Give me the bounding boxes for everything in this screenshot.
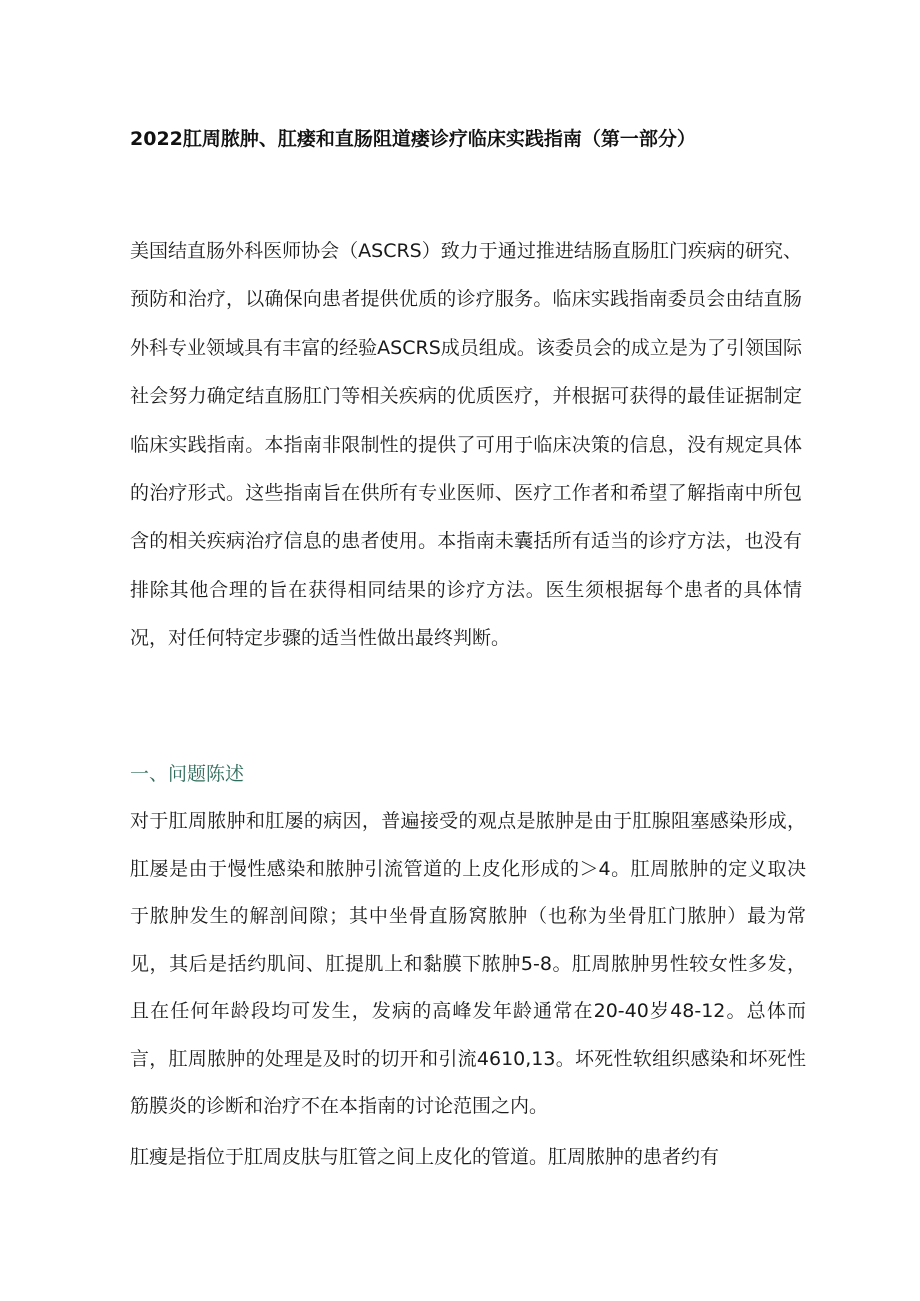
document-title: 2022肛周脓肿、肛瘘和直肠阻道瘘诊疗临床实践指南（第一部分） (130, 128, 696, 150)
section-paragraph: 肛瘦是指位于肛周皮肤与肛管之间上皮化的管道。肛周脓肿的患者约有 (130, 1146, 720, 1168)
intro-paragraph: 美国结直肠外科医师协会（ASCRS）致力于通过推进结肠直肠肛门疾病的研究、预防和治疗，以确保向患者提供优质的诊疗服务。临床实践指南委员会由结直肠外科专业领域具有丰富的经验ASCRS成员组成。该委员会的成立是为了引领国际社会努力确定结直肠肛门等相关疾病的优质医疗，并根据可获得的最佳证据制定临床实践指南。本指南非限制性的提供了可用于临床决策的信息，没有规定具体的治疗形式。这些指南旨在供所有专业医师、医疗工作者和希望了解指南中所包含的相关疾病治疗信息的患者使用。本指南未囊括所有适当的诊疗方法，也没有排除其他合理的旨在获得相同结果的诊疗方法。医生须根据每个患者的具体情况，对任何特定步骤的适当性做出最终判断。 (130, 240, 802, 650)
section-paragraph: 对于肛周脓肿和肛屡的病因，普遍接受的观点是脓肿是由于肛腺阻塞感染形成，肛屡是由于慢性感染和脓肿引流管道的上皮化形成的＞4。肛周脓肿的定义取决于脓肿发生的解剖间隙；其中坐骨直肠窝脓肿（也称为坐骨肛门脓肿）最为常见，其后是括约肌间、肛提肌上和黏膜下脓肿5-8。肛周脓肿男性较女性多发，且在任何年龄段均可发生，发病的高峰发年龄通常在20-40岁48-12。总体而言，肛周脓肿的处理是及时的切开和引流4610,13。坏死性软组织感染和坏死性筋膜炎的诊断和治疗不在本指南的讨论范围之内。 (130, 810, 806, 1117)
section-heading-problem-statement: 一、问题陈述 (130, 763, 245, 785)
